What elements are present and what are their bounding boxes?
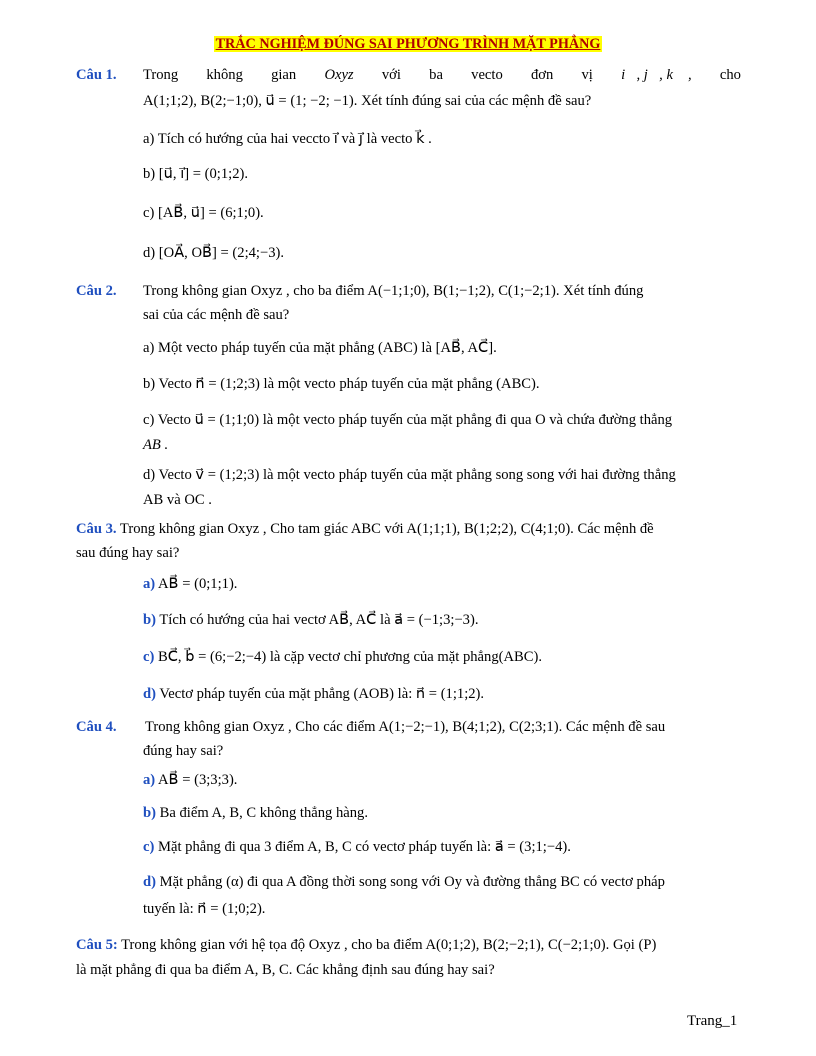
q1-line2: A(1;1;2), B(2;−1;0), u⃗ = (1; −2; −1). Xét tính đúng sai của các mệnh đề sau? (143, 93, 592, 109)
q5-label: Câu 5: (76, 937, 118, 953)
q4-text-c: Mặt phẳng đi qua 3 điểm A, B, C có vectơ pháp tuyến là: a⃗ = (3;1;−4). (154, 839, 571, 855)
q1-word: không (206, 67, 243, 83)
q1-word: cho (719, 67, 741, 83)
q2-statement-d-cont: AB và OC . (143, 492, 212, 508)
q1-word: Trong (143, 67, 179, 83)
q3-text-b: Tích có hướng của hai vectơ AB⃗, AC⃗ là a⃗ = (−1;3;−3). (155, 612, 479, 628)
q4-line1: Trong không gian Oxyz , Cho các điểm A(1;−2;−1), B(4;1;2), C(2;3;1). Các mệnh đề sau (145, 719, 666, 735)
q4-text-b: Ba điểm A, B, C không thẳng hàng. (155, 805, 368, 821)
q3-key-a: a) (143, 576, 156, 592)
q4-line2: đúng hay sai? (143, 743, 224, 759)
q3-label: Câu 3. (76, 521, 117, 537)
q2-statement-d: d) Vecto v⃗ = (1;2;3) là một vecto pháp tuyến của mặt phẳng song song với hai đường thẳng (143, 467, 676, 483)
q1-word: i⃗, j⃗, k⃗ , (621, 67, 692, 83)
page-number: Trang_1 (687, 1013, 738, 1029)
q1-statement-b: b) [u⃗, i⃗] = (0;1;2). (143, 166, 249, 182)
q3-statement-b (143, 611, 479, 629)
q3-key-d: d) (143, 686, 156, 702)
q3-line2: sau đúng hay sai? (76, 545, 180, 561)
q2-statement-b: b) Vecto n⃗ = (1;2;3) là một vecto pháp tuyến của mặt phẳng (ABC). (143, 376, 540, 392)
q1-label: Câu 1. (76, 67, 117, 83)
q1-statement-c: c) [AB⃗, u⃗] = (6;1;0). (143, 205, 264, 221)
q4-key-d: d) (143, 874, 156, 890)
q2-line1: Trong không gian Oxyz , cho ba điểm A(−1;1;0), B(1;−1;2), C(1;−2;1). Xét tính đúng (143, 283, 644, 299)
q3-statement-a (143, 575, 237, 593)
q4-text-d: Mặt phẳng (α) đi qua A đồng thời song song với Oy và đường thẳng BC có vectơ pháp (155, 874, 665, 890)
q4-statement-a (143, 771, 237, 789)
q3-key-b: b) (143, 612, 156, 628)
q2-statement-a: a) Một vecto pháp tuyến của mặt phẳng (ABC) là [AB⃗, AC⃗]. (143, 340, 497, 356)
q2-line2: sai của các mệnh đề sau? (143, 307, 290, 323)
q1-word: ba (429, 67, 443, 83)
q3-text-a: AB⃗ = (0;1;1). (155, 576, 238, 592)
q5-line2: là mặt phẳng đi qua ba điểm A, B, C. Các khẳng định sau đúng hay sai? (76, 962, 495, 978)
q1-word: gian (271, 67, 297, 83)
q4-key-a: a) (143, 772, 156, 788)
q1-word: vecto (471, 67, 503, 83)
q5-text: Trong không gian với hệ tọa độ Oxyz , cho ba điểm A(0;1;2), B(2;−2;1), C(−2;1;0). Gọi (P) (117, 937, 657, 953)
q3-statement-d (143, 685, 484, 703)
q1-statement-a: a) Tích có hướng của hai veccto i⃗ và j⃗ là vecto k⃗ . (143, 131, 432, 147)
q5-line1 (76, 936, 656, 954)
q2-label: Câu 2. (76, 283, 117, 299)
q2-statement-c-cont: AB . (143, 437, 169, 453)
q4-text-a: AB⃗ = (3;3;3). (155, 772, 238, 788)
q3-line1 (76, 520, 654, 538)
page-title: TRẮC NGHIỆM ĐÚNG SAI PHƯƠNG TRÌNH MẶT PHẲNG (215, 36, 601, 52)
q1-word: vị (581, 67, 593, 83)
q4-statement-b (143, 804, 368, 822)
q4-statement-d (143, 873, 665, 891)
q1-word: đơn (530, 67, 554, 83)
q2-statement-c: c) Vecto u⃗ = (1;1;0) là một vecto pháp tuyến của mặt phẳng đi qua O và chứa đường thẳng (143, 412, 673, 428)
q1-statement-d: d) [OA⃗, OB⃗] = (2;4;−3). (143, 245, 285, 261)
q1-intro-line (143, 66, 741, 84)
q3-statement-c (143, 648, 542, 666)
q3-text: Trong không gian Oxyz , Cho tam giác ABC với A(1;1;1), B(1;2;2), C(4;1;0). Các mệnh đề (116, 521, 654, 537)
q4-key-c: c) (143, 839, 155, 855)
q4-label: Câu 4. (76, 719, 117, 735)
q4-statement-d-cont: tuyến là: n⃗ = (1;0;2). (143, 901, 266, 917)
q3-key-c: c) (143, 649, 155, 665)
q1-word: với (381, 67, 401, 83)
q4-statement-c (143, 838, 571, 856)
q4-key-b: b) (143, 805, 156, 821)
q3-text-d: Vectơ pháp tuyến của mặt phẳng (AOB) là: n⃗ = (1;1;2). (155, 686, 485, 702)
q3-text-c: BC⃗, b⃗ = (6;−2;−4) là cặp vectơ chỉ phương của mặt phẳng(ABC). (154, 649, 542, 665)
q1-word: Oxyz (324, 67, 354, 83)
